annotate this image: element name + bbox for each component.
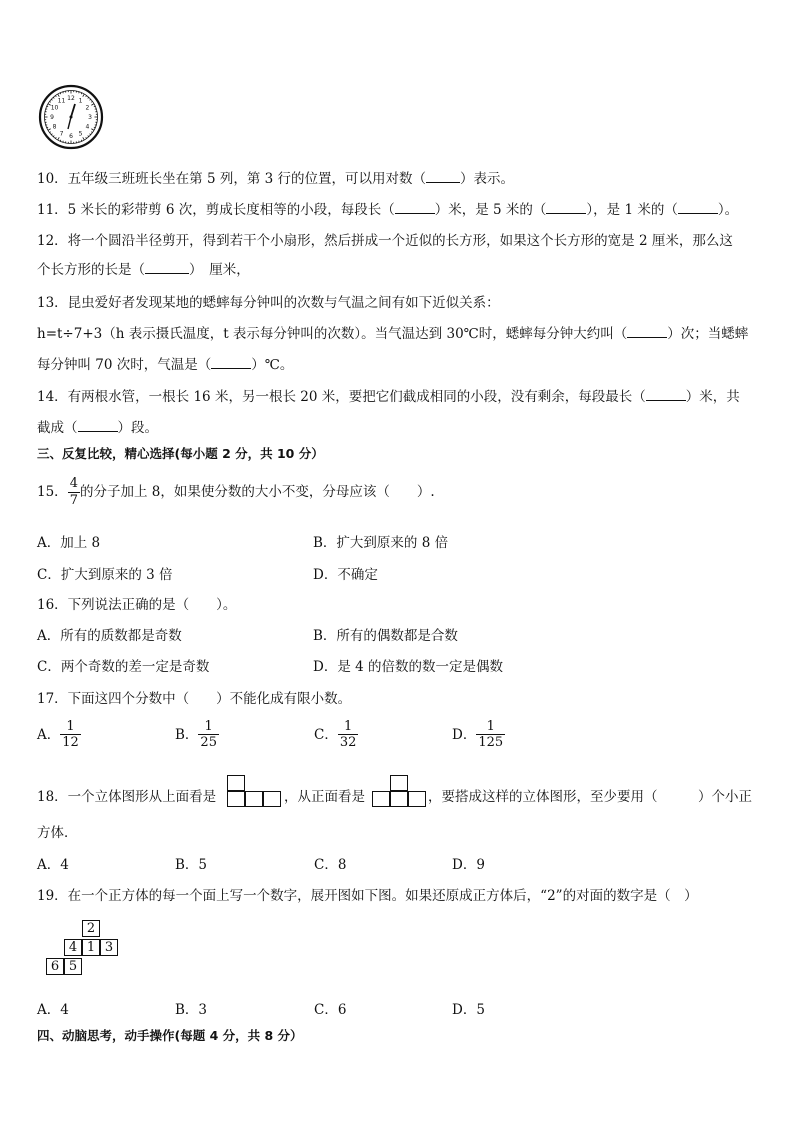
option-b[interactable]: B．5 [175, 857, 208, 873]
cube-net-figure [43, 920, 123, 978]
section-4-heading: 四、动脑思考，动手操作(每题 4 分，共 8 分） [37, 1028, 303, 1043]
clock-tick [81, 140, 82, 141]
answer-blank[interactable] [627, 325, 667, 338]
option-d[interactable]: D．是 4 的倍数的数一定是偶数 [313, 659, 503, 675]
clock-tick [81, 93, 82, 94]
answer-blank[interactable] [145, 261, 189, 274]
clock-numeral: 5 [78, 130, 83, 138]
question-15: 15． $\frac{4}{7}$ 的分子加上 8，如果使分数的大小不变，分母应该（ ）. [37, 476, 435, 508]
net-cell: 6 [46, 958, 64, 975]
question-17: 17．下面这四个分数中（ ）不能化成有限小数。 [37, 691, 352, 707]
clock-tick [60, 93, 61, 94]
option-b[interactable]: B．3 [175, 1002, 208, 1018]
net-cell: 4 [64, 939, 82, 956]
option-b[interactable]: B． $\frac{1}{25}$ [175, 719, 217, 751]
net-cell: 3 [100, 939, 118, 956]
option-a[interactable]: A． $\frac{1}{12}$ [37, 719, 79, 751]
answer-blank[interactable] [646, 388, 686, 401]
clock-numeral: 3 [88, 114, 92, 121]
clock-numeral: 12 [67, 95, 75, 102]
question-18-part-b: ，从正面看是 [284, 789, 365, 805]
question-13-line1: 13．昆虫爱好者发现某地的蟋蟀每分钟叫的次数与气温之间有如下近似关系： [37, 295, 500, 311]
option-d[interactable]: D．9 [452, 857, 485, 873]
clock-numeral: 6 [69, 133, 73, 140]
section-3-heading: 三、反复比较，精心选择(每小题 2 分，共 10 分） [37, 446, 324, 461]
answer-blank[interactable] [211, 356, 251, 369]
clock-numeral: 7 [59, 130, 64, 138]
option-d[interactable]: D．5 [452, 1002, 485, 1018]
answer-blank[interactable] [78, 419, 118, 432]
option-a[interactable]: A．加上 8 [37, 535, 101, 551]
clock-tick [60, 140, 61, 141]
clock-numeral: 4 [85, 123, 90, 131]
question-13-line3: 每分钟叫 70 次时，气温是（ ）℃。 [37, 357, 294, 373]
question-13-line2: h=t÷7+3（h 表示摄氏温度，t 表示每分钟叫的次数）。当气温达到 30℃时，蟋蟀每分钟大约叫（ ）次；当蟋蟀 [37, 326, 749, 342]
option-d[interactable]: D． $\frac{1}{125}$ [452, 719, 504, 751]
clock-numeral: 9 [50, 114, 54, 121]
answer-blank[interactable] [426, 170, 460, 183]
clock-tick [94, 127, 95, 128]
question-10: 10．五年级三班班长坐在第 5 列，第 3 行的位置，可以用对数（ ）表示。 [37, 171, 515, 187]
question-18-part-c: ，要搭成这样的立体图形，至少要用（ ）个小正 [428, 789, 752, 805]
question-14-line2: 截成（ ）段。 [37, 420, 158, 436]
option-c[interactable]: C．8 [314, 857, 347, 873]
fraction: $\frac{1}{125}$ [478, 719, 504, 751]
question-18-part-a: 18．一个立体图形从上面看是 [37, 789, 217, 805]
question-12-line2: 个长方形的长是（ ） 厘米， [37, 262, 250, 278]
clock-numeral: 11 [57, 97, 66, 105]
question-14-line1: 14．有两根水管，一根长 16 米，另一根长 20 米，要把它们截成相同的小段，没有剩余，每段最长（ ）米，共 [37, 389, 740, 405]
option-c[interactable]: C．两个奇数的差一定是奇数 [37, 659, 210, 675]
clock-numeral: 1 [78, 97, 83, 105]
question-11: 11．5 米长的彩带剪 6 次，剪成长度相等的小段，每段长（ ）米，是 5 米的（ ），是 1 米的（ ）。 [37, 202, 739, 218]
clock-tick [47, 127, 48, 128]
net-cell: 5 [64, 958, 82, 975]
clock-illustration [38, 84, 104, 150]
question-12-line1: 12．将一个圆沿半径剪开，得到若干个小扇形，然后拼成一个近似的长方形，如果这个长方形的宽是 2 厘米，那么这 [37, 233, 733, 249]
answer-blank[interactable] [546, 201, 586, 214]
question-19: 19．在一个正方体的每一个面上写一个数字，展开图如下图。如果还原成正方体后，“2”的对面的数字是（ ） [37, 888, 698, 904]
net-cell: 2 [82, 920, 100, 937]
question-16: 16．下列说法正确的是（ ）。 [37, 597, 237, 613]
answer-blank[interactable] [678, 201, 718, 214]
option-d[interactable]: D．不确定 [313, 567, 378, 583]
clock-numeral: 10 [50, 104, 59, 112]
clock-numeral: 8 [52, 123, 57, 131]
fraction: $\frac{1}{32}$ [339, 719, 357, 751]
front-view-figure [372, 775, 430, 809]
option-c[interactable]: C．6 [314, 1002, 347, 1018]
clock-tick [47, 106, 48, 107]
option-b[interactable]: B．所有的偶数都是合数 [313, 628, 458, 644]
question-18-line2: 方体． [37, 825, 78, 841]
option-a[interactable]: A．4 [37, 1002, 69, 1018]
clock-tick [94, 106, 95, 107]
clock-numeral: 2 [85, 104, 90, 112]
fraction: $\frac{1}{25}$ [200, 719, 217, 751]
option-b[interactable]: B．扩大到原来的 8 倍 [313, 535, 449, 551]
option-a[interactable]: A．所有的质数都是奇数 [37, 628, 182, 644]
option-a[interactable]: A．4 [37, 857, 69, 873]
top-view-figure [227, 775, 285, 809]
option-c[interactable]: C．扩大到原来的 3 倍 [37, 567, 173, 583]
option-c[interactable]: C． $\frac{1}{32}$ [314, 719, 357, 751]
net-cell: 1 [82, 939, 100, 956]
answer-blank[interactable] [395, 201, 435, 214]
fraction-4-7: $\frac{4}{7}$ [69, 476, 78, 508]
fraction: $\frac{1}{12}$ [62, 719, 79, 751]
